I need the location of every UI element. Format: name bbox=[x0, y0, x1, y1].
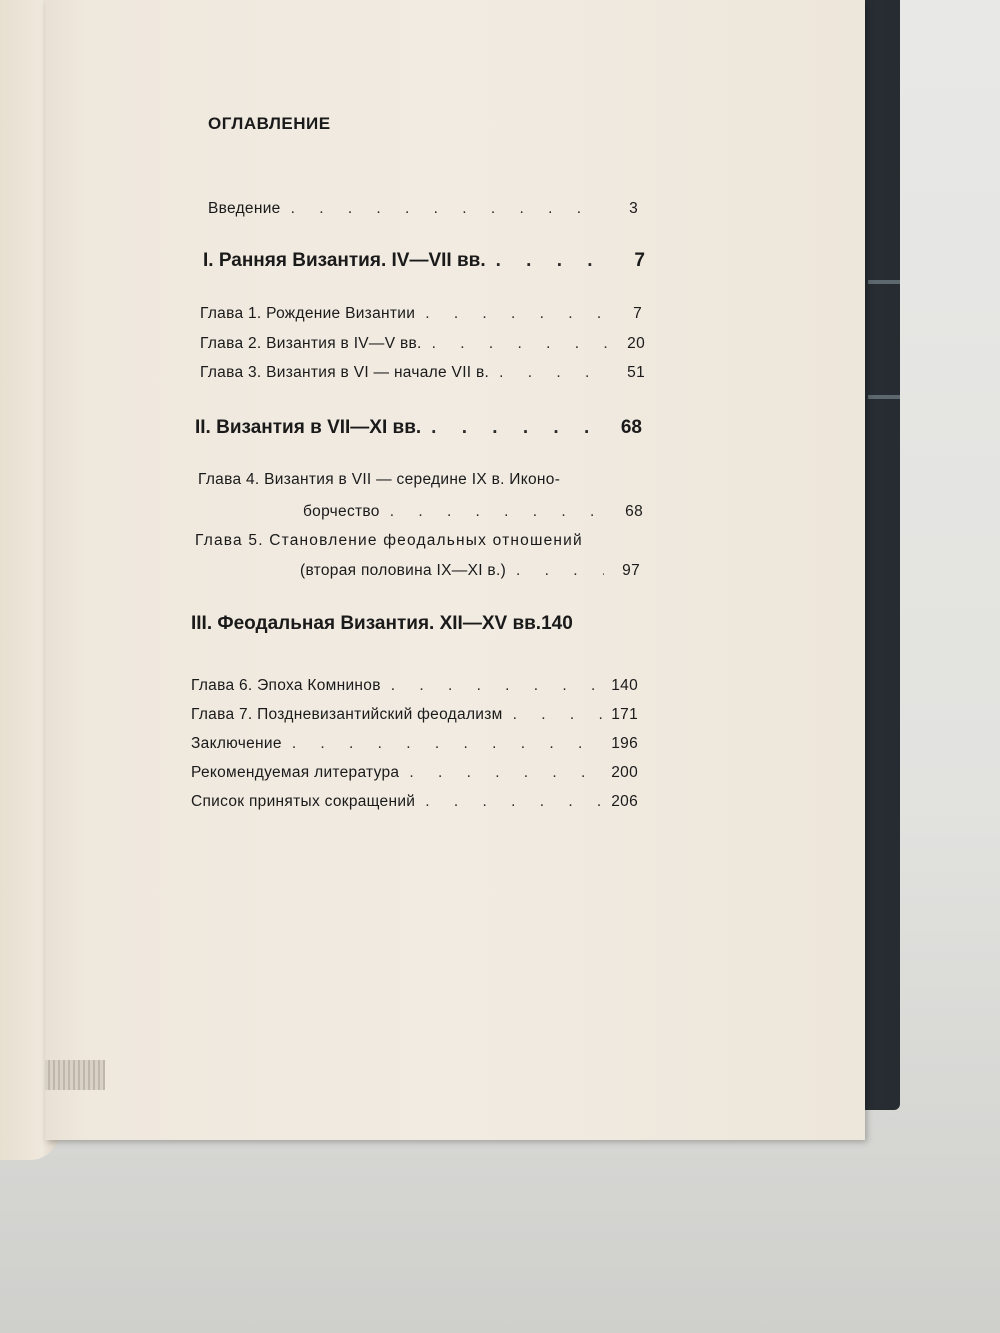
entry-page-number: 196 bbox=[611, 735, 638, 752]
entry-label: Глава 6. Эпоха Комнинов bbox=[191, 677, 381, 694]
toc-entry-part-2 bbox=[195, 417, 642, 439]
dot-leader bbox=[516, 562, 604, 580]
entry-label: Глава 3. Византия в VI — начале VII в. bbox=[200, 364, 490, 381]
toc-title: ОГЛАВЛЕНИЕ bbox=[208, 114, 331, 133]
table-of-contents bbox=[45, 0, 865, 1140]
dot-leader bbox=[496, 250, 609, 272]
dot-leader bbox=[292, 735, 602, 753]
entry-page-number: 200 bbox=[611, 764, 638, 781]
cover-stripe bbox=[868, 280, 900, 284]
dot-leader bbox=[425, 793, 602, 811]
toc-entry-chapter-2 bbox=[200, 335, 645, 353]
dot-leader bbox=[499, 364, 609, 382]
entry-page-number: 7 bbox=[633, 305, 642, 322]
entry-label: Глава 1. Рождение Византии bbox=[200, 305, 416, 322]
entry-page-number: 51 bbox=[627, 364, 645, 381]
entry-label: II. Византия в VII—XI вв. bbox=[195, 417, 422, 438]
entry-page-number: 7 bbox=[634, 250, 645, 271]
toc-entry-chapter-6 bbox=[191, 677, 638, 695]
entry-page-number: 140 bbox=[611, 677, 638, 694]
toc-entry-chapter-4-line-1: Глава 4. Византия в VII — середине IX в. Иконо- bbox=[198, 471, 561, 488]
dot-leader bbox=[391, 677, 602, 695]
toc-entry-literature bbox=[191, 764, 638, 782]
toc-entry-chapter-4 bbox=[303, 503, 643, 521]
dot-leader bbox=[431, 417, 606, 439]
entry-label: Глава 7. Поздневизантийский феодализм bbox=[191, 706, 503, 723]
entry-page-number: 97 bbox=[622, 562, 640, 579]
toc-entry-intro bbox=[208, 200, 638, 218]
entry-page-number: 68 bbox=[625, 503, 643, 520]
entry-label: I. Ранняя Византия. IV—VII вв. bbox=[203, 250, 486, 271]
toc-entry-part-3 bbox=[191, 613, 641, 635]
dot-leader bbox=[409, 764, 602, 782]
book-page bbox=[45, 0, 865, 1140]
entry-label: Глава 2. Византия в IV—V вв. bbox=[200, 335, 422, 352]
toc-entry-chapter-7 bbox=[191, 706, 638, 724]
toc-entry-chapter-1 bbox=[200, 305, 642, 323]
entry-page-number: 68 bbox=[620, 417, 642, 438]
entry-page-number: 206 bbox=[611, 793, 638, 810]
toc-entry-chapter-3 bbox=[200, 364, 645, 382]
entry-label: Заключение bbox=[191, 735, 282, 752]
entry-label: Рекомендуемая литература bbox=[191, 764, 400, 781]
dot-leader bbox=[513, 706, 602, 724]
dot-leader bbox=[425, 305, 606, 323]
entry-label: борчество bbox=[303, 503, 380, 520]
entry-page-number: 20 bbox=[627, 335, 645, 352]
dot-leader bbox=[432, 335, 609, 353]
dot-leader bbox=[291, 200, 602, 218]
toc-entry-conclusion bbox=[191, 735, 638, 753]
entry-page-number: 171 bbox=[611, 706, 638, 723]
toc-entry-part-1 bbox=[203, 250, 645, 272]
entry-page-number: 3 bbox=[629, 200, 638, 217]
entry-page-number: 140 bbox=[541, 613, 573, 634]
entry-label: (вторая половина IX—XI в.) bbox=[300, 562, 507, 579]
page-binding bbox=[45, 1060, 105, 1090]
cover-stripe bbox=[868, 395, 900, 399]
toc-entry-abbreviations bbox=[191, 793, 638, 811]
dot-leader bbox=[390, 503, 607, 521]
toc-entry-chapter-5-line-1: Глава 5. Становление феодальных отношений bbox=[195, 532, 583, 549]
toc-entry-chapter-5 bbox=[300, 562, 640, 580]
entry-label: Введение bbox=[208, 200, 281, 217]
entry-label: Список принятых сокращений bbox=[191, 793, 416, 810]
entry-label: III. Феодальная Византия. XII—XV вв. bbox=[191, 613, 542, 634]
